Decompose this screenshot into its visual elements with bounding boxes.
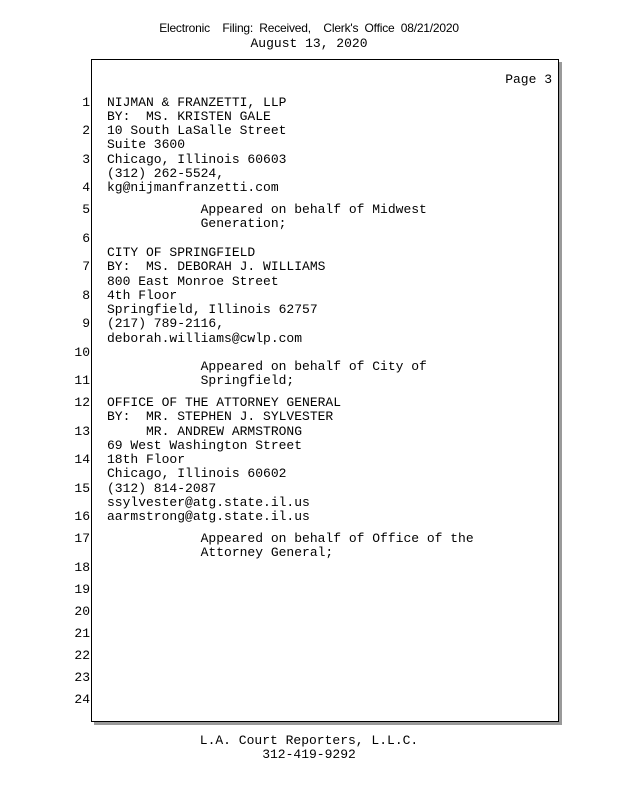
transcript-line: Generation; — [107, 216, 287, 231]
transcript-line: Appeared on behalf of City of — [107, 359, 427, 374]
reporter-company: L.A. Court Reporters, L.L.C. — [199, 733, 419, 748]
line-number: 18 — [74, 560, 90, 575]
transcript-line: CITY OF SPRINGFIELD — [107, 245, 256, 260]
transcript-line: 69 West Washington Street — [107, 438, 303, 453]
transcript-line: OFFICE OF THE ATTORNEY GENERAL — [107, 395, 342, 410]
transcript-line: 4th Floor — [107, 288, 178, 303]
line-number: 4 — [82, 180, 90, 195]
line-number: 1 — [82, 95, 90, 110]
transcript-line: BY: MR. STEPHEN J. SYLVESTER — [107, 409, 334, 424]
line-number: 13 — [74, 424, 90, 439]
line-number: 8 — [82, 288, 90, 303]
line-number: 6 — [82, 231, 90, 246]
transcript-line: Springfield; — [107, 373, 295, 388]
transcript-line: (312) 262-5524, — [107, 166, 225, 181]
line-number: 23 — [74, 670, 90, 685]
transcript-line: 10 South LaSalle Street — [107, 123, 287, 138]
transcript-line: Appeared on behalf of Office of the — [107, 531, 474, 546]
line-number: 16 — [74, 509, 90, 524]
filing-stamp: Electronic Filing: Received, Clerk's Office 08/21/2020 — [159, 21, 459, 35]
line-number: 14 — [74, 452, 90, 467]
transcript-line: aarmstrong@atg.state.il.us — [107, 509, 310, 524]
line-number: 17 — [74, 531, 90, 546]
line-number: 15 — [74, 481, 90, 496]
transcript-line: Attorney General; — [107, 545, 334, 560]
line-number: 9 — [82, 316, 90, 331]
transcript-line: kg@nijmanfranzetti.com — [107, 180, 279, 195]
line-number: 7 — [82, 259, 90, 274]
transcript-line: BY: MS. KRISTEN GALE — [107, 109, 271, 124]
transcript-line: NIJMAN & FRANZETTI, LLP — [107, 95, 287, 110]
line-number: 3 — [82, 152, 90, 167]
line-number: 10 — [74, 345, 90, 360]
transcript-line: 800 East Monroe Street — [107, 274, 279, 289]
transcript-line: Suite 3600 — [107, 137, 186, 152]
line-number: 21 — [74, 626, 90, 641]
line-number: 19 — [74, 582, 90, 597]
line-number: 5 — [82, 202, 90, 217]
line-number: 12 — [74, 395, 90, 410]
line-number: 22 — [74, 648, 90, 663]
transcript-line: MR. ANDREW ARMSTRONG — [107, 424, 303, 439]
transcript-line: BY: MS. DEBORAH J. WILLIAMS — [107, 259, 326, 274]
transcript-line: Chicago, Illinois 60602 — [107, 466, 287, 481]
transcript-line: 18th Floor — [107, 452, 186, 467]
transcript-date: August 13, 2020 — [250, 36, 368, 51]
transcript-line: ssylvester@atg.state.il.us — [107, 495, 310, 510]
transcript-line: (312) 814-2087 — [107, 481, 217, 496]
page-number: Page 3 — [505, 72, 552, 87]
transcript-line: deborah.williams@cwlp.com — [107, 331, 303, 346]
transcript-line: Appeared on behalf of Midwest — [107, 202, 427, 217]
transcript-line: (217) 789-2116, — [107, 316, 225, 331]
line-number: 20 — [74, 604, 90, 619]
line-number: 2 — [82, 123, 90, 138]
transcript-line: Springfield, Illinois 62757 — [107, 302, 318, 317]
transcript-line: Chicago, Illinois 60603 — [107, 152, 287, 167]
line-number: 11 — [74, 373, 90, 388]
reporter-phone: 312-419-9292 — [262, 747, 356, 762]
line-number: 24 — [74, 692, 90, 707]
